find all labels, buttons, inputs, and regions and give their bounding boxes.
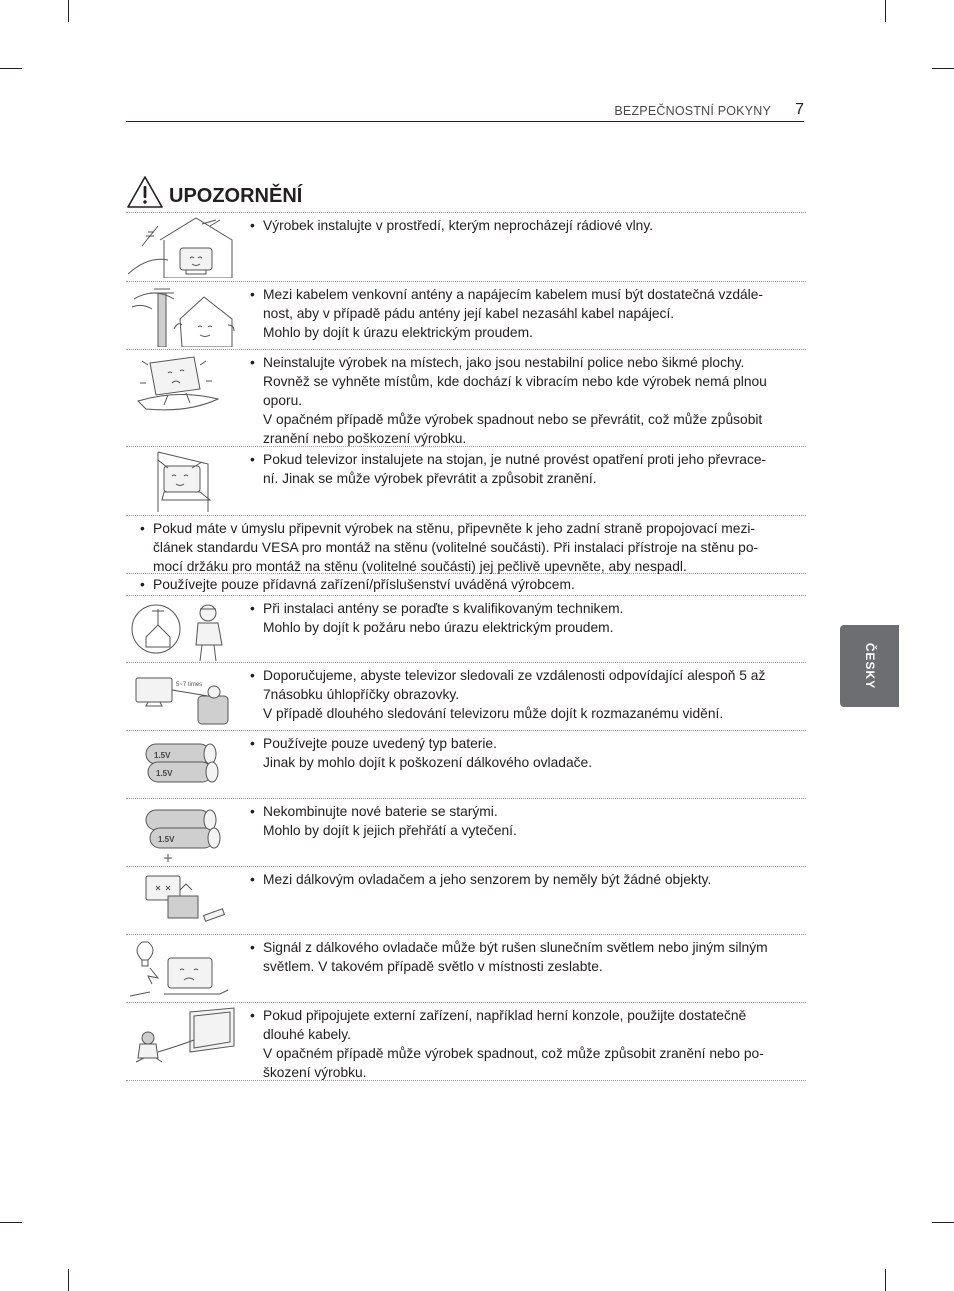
- list-item: [126, 350, 806, 447]
- crop-mark: [932, 68, 954, 69]
- list-item: [126, 731, 806, 799]
- caution-list: [126, 212, 806, 1081]
- list-item-line: Mohlo by dojít k požáru nebo úrazu elektrickým proudem.: [263, 620, 614, 635]
- mixed-battery-illustration: [128, 802, 240, 864]
- antenna-technician-illustration: [128, 599, 240, 661]
- list-item-line: Používejte pouze přídavná zařízení/příslušenství uváděná výrobcem.: [153, 577, 575, 592]
- list-item-line: Pokud připojujete externí zařízení, například herní konzole, použijte dostatečně: [263, 1008, 747, 1023]
- list-item-text: • Neinstalujte výrobek na místech, jako jsou nestabilní police nebo šikmé plochy. Rovněž se vyhněte místům, kde dochází k vibracím nebo kde výrobek nemá plnou oporu. V opačném případě může výrobek spadnout nebo se převrátit, což může způsobit zranění nebo poškození výrobku.: [250, 353, 794, 448]
- list-item-line: V opačném případě může výrobek spadnout, což může způsobit zranění nebo po-: [263, 1046, 764, 1061]
- crop-mark: [0, 68, 22, 69]
- list-item-line: oporu.: [263, 393, 303, 408]
- list-item: [126, 799, 806, 867]
- list-item-line: zranění nebo poškození výrobku.: [263, 431, 467, 446]
- list-item-text: • Pokud připojujete externí zařízení, například herní konzole, použijte dostatečně dlouhé kabely. V opačném případě může výrobek spadnout, což může způsobit zranění nebo po- škození výrobku.: [250, 1006, 794, 1082]
- crop-mark: [885, 0, 886, 22]
- list-item-text: • Mezi kabelem venkovní antény a napájecím kabelem musí být dostatečná vzdále- nost, aby v případě pádu antény její kabel nezasáhl kabel napájecí. Mohlo by dojít k úrazu elektrickým proudem.: [250, 285, 794, 342]
- external-device-cable-illustration: [128, 1006, 240, 1068]
- list-item: [126, 213, 806, 282]
- list-item-line: Mezi dálkovým ovladačem a jeho senzorem by neměly být žádné objekty.: [263, 872, 712, 887]
- language-tab: [840, 625, 899, 707]
- list-item-line: článek standardu VESA pro montáž na stěnu (volitelné součásti). Při instalaci přístroje na stěnu po-: [153, 540, 759, 555]
- list-item-line: Jinak by mohlo dojít k poškození dálkového ovladače.: [263, 755, 593, 770]
- remote-obstacle-illustration: [128, 870, 240, 932]
- list-item-line: V případě dlouhého sledování televizoru může dojít k rozmazanému vidění.: [263, 706, 724, 721]
- list-item-line: V opačném případě může výrobek spadnout nebo se převrátit, což může způsobit: [263, 412, 763, 427]
- list-item: [126, 447, 806, 516]
- list-item-line: Pokud televizor instalujete na stojan, je nutné provést opatření proti jeho převrace-: [263, 452, 767, 467]
- list-item: [126, 574, 806, 596]
- list-item: [126, 596, 806, 663]
- antenna-cable-house-illustration: [128, 285, 240, 347]
- list-item-line: Nekombinujte nové baterie se starými.: [263, 804, 498, 819]
- language-tab-label: ČESKY: [863, 642, 877, 690]
- list-item-line: Neinstalujte výrobek na místech, jako jsou nestabilní police nebo šikmé plochy.: [263, 355, 745, 370]
- list-item-text: • Mezi dálkovým ovladačem a jeho senzorem by neměly být žádné objekty.: [250, 870, 794, 889]
- list-item-line: dlouhé kabely.: [263, 1027, 351, 1042]
- distance-label: 5~7 times: [176, 682, 203, 688]
- list-item-text: • Pokud máte v úmyslu připevnit výrobek na stěnu, připevněte k jeho zadní straně propojovací mezi- článek standardu VESA pro montáž na stěnu (volitelné součásti). Při instalaci přístroje na stěnu po- mocí držáku pro montáž na stěnu (volitelné součásti) jej pečlivě upevněte, aby nespadl.: [140, 519, 794, 576]
- crop-mark: [0, 1222, 22, 1223]
- unstable-tv-illustration: [128, 353, 240, 415]
- list-item-text: • Signál z dálkového ovladače může být rušen slunečním světlem nebo jiným silným světlem. V takovém případě světlo v místnosti zeslabte.: [250, 938, 794, 976]
- list-item-line: Používejte pouze uvedený typ baterie.: [263, 736, 497, 751]
- radio-waves-house-illustration: [128, 216, 240, 278]
- crop-mark: [885, 1269, 886, 1291]
- list-item: [126, 516, 806, 574]
- crop-mark: [68, 1269, 69, 1291]
- list-item-line: Mohlo by dojít k úrazu elektrickým proudem.: [263, 325, 533, 340]
- list-item: [126, 1003, 806, 1081]
- crop-mark: [68, 0, 69, 22]
- list-item-line: Mohlo by dojít k jejich přehřátí a vytečení.: [263, 823, 517, 838]
- list-item-line: Výrobek instalujte v prostředí, kterým neprocházejí rádiové vlny.: [263, 218, 654, 233]
- list-item-text: • Používejte pouze uvedený typ baterie. Jinak by mohlo dojít k poškození dálkového ovladače.: [250, 734, 794, 772]
- list-item-line: ní. Jinak se může výrobek převrátit a způsobit zranění.: [263, 471, 597, 486]
- list-item: [126, 935, 806, 1003]
- list-item-line: škození výrobku.: [263, 1065, 367, 1080]
- warning-triangle-icon: [127, 176, 163, 208]
- page-number: 7: [795, 101, 804, 118]
- list-item-line: Pokud máte v úmyslu připevnit výrobek na stěnu, připevněte k jeho zadní straně propojovací mezi-: [153, 521, 756, 536]
- list-item-line: světlem. V takovém případě světlo v místnosti zeslabte.: [263, 959, 603, 974]
- page-title: UPOZORNĚNÍ: [169, 185, 303, 207]
- viewing-distance-illustration: [128, 666, 240, 728]
- list-item-line: Doporučujeme, abyste televizor sledovali ze vzdálenosti odpovídající alespoň 5 až: [263, 668, 766, 683]
- crop-mark: [932, 1222, 954, 1223]
- list-item-line: mocí držáku pro montáž na stěnu (volitelné součásti) jej pečlivě upevněte, aby nespadl.: [153, 559, 687, 574]
- page-header: [126, 100, 804, 122]
- list-item-text: • Doporučujeme, abyste televizor sledovali ze vzdálenosti odpovídající alespoň 5 až 7násobku úhlopříčky obrazovky. V případě dlouhého sledování televizoru může dojít k rozmazanému vidění.: [250, 666, 794, 723]
- tv-stand-anchor-illustration: [128, 450, 240, 512]
- list-item-text: • Při instalaci antény se poraďte s kvalifikovaným technikem. Mohlo by dojít k požáru nebo úrazu elektrickým proudem.: [250, 599, 794, 637]
- list-item-line: nost, aby v případě pádu antény její kabel nezasáhl kabel napájecí.: [263, 306, 675, 321]
- list-item: [126, 282, 806, 350]
- sunlight-remote-illustration: [128, 938, 240, 1000]
- list-item-text: • Pokud televizor instalujete na stojan, je nutné provést opatření proti jeho převrace- ní. Jinak se může výrobek převrátit a způsobit zranění.: [250, 450, 794, 488]
- list-item-line: Signál z dálkového ovladače může být rušen slunečním světlem nebo jiným silným: [263, 940, 768, 955]
- battery-voltage-label: 1.5V: [154, 751, 171, 760]
- list-item-line: Při instalaci antény se poraďte s kvalifikovaným technikem.: [263, 601, 624, 616]
- battery-voltage-label: 1.5V: [156, 769, 173, 778]
- battery-voltage-label: 1.5V: [158, 835, 175, 844]
- battery-illustration: [128, 734, 240, 796]
- list-item-line: Mezi kabelem venkovní antény a napájecím kabelem musí být dostatečná vzdále-: [263, 287, 764, 302]
- list-item-text: • Používejte pouze přídavná zařízení/příslušenství uváděná výrobcem.: [140, 575, 794, 594]
- list-item: [126, 867, 806, 935]
- list-item-line: 7násobku úhlopříčky obrazovky.: [263, 687, 460, 702]
- list-item-line: Rovněž se vyhněte místům, kde dochází k vibracím nebo kde výrobek nemá plnou: [263, 374, 767, 389]
- list-item-text: • Výrobek instalujte v prostředí, kterým neprocházejí rádiové vlny.: [250, 216, 794, 235]
- section-title: BEZPEČNOSTNÍ POKYNY: [614, 104, 771, 118]
- list-item: [126, 663, 806, 731]
- caution-heading: [127, 176, 807, 212]
- list-item-text: • Nekombinujte nové baterie se starými. Mohlo by dojít k jejich přehřátí a vytečení.: [250, 802, 794, 840]
